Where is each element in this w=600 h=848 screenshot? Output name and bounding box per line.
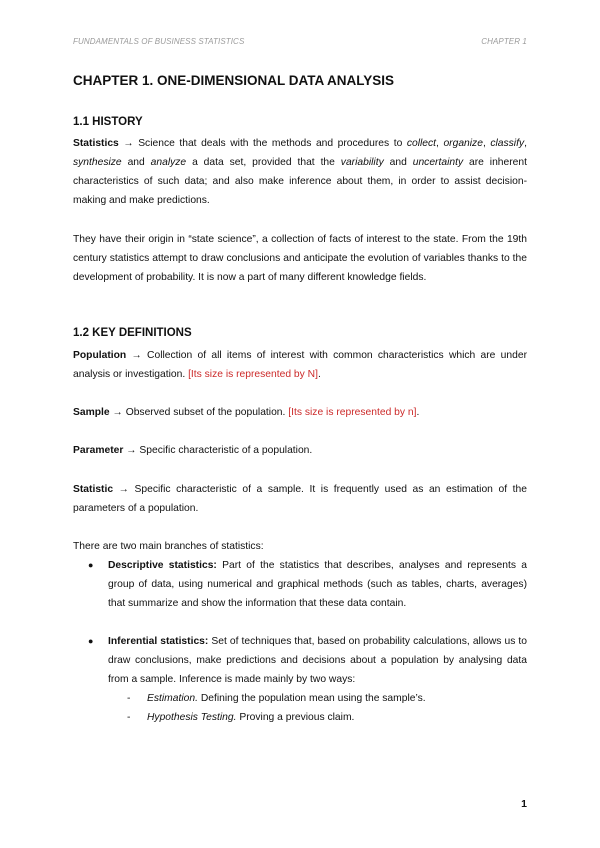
definition-text: and: [127, 157, 145, 168]
statistic-definition: [73, 480, 527, 518]
keyword-analyze: analyze: [150, 157, 187, 168]
bullet-icon: ●: [88, 560, 94, 570]
definition-text: and: [389, 157, 407, 168]
dash-marker: -: [127, 712, 131, 723]
branches-list: [73, 556, 527, 689]
sample-term: Sample: [73, 407, 110, 418]
page-number: 1: [521, 798, 527, 810]
definition-text: Collection of all items of interest with common characteristics which are under analysis or investigation.: [73, 350, 527, 380]
section-title-history: 1.1 HISTORY: [73, 116, 143, 128]
parameter-definition: [73, 441, 527, 460]
list-item: [73, 556, 527, 613]
branches-intro: There are two main branches of statistics:: [73, 541, 264, 552]
dash-marker: -: [127, 693, 131, 704]
branch-term: Inferential statistics:: [108, 636, 209, 647]
keyword-variability: variability: [340, 157, 384, 168]
definition-text: Observed subset of the population.: [125, 407, 286, 418]
arrow: →: [126, 445, 137, 456]
keyword-synthesize: synthesize: [73, 157, 122, 168]
inference-ways-list: [127, 689, 527, 727]
definition-text: Specific characteristic of a population.: [139, 445, 313, 456]
keyword-collect: collect: [406, 138, 437, 149]
header-course-title: FUNDAMENTALS OF BUSINESS STATISTICS: [73, 37, 245, 46]
period: .: [317, 369, 321, 380]
section-title-key-definitions: 1.2 KEY DEFINITIONS: [73, 327, 192, 339]
list-item: [127, 708, 527, 727]
sample-size-note: [Its size is represented by n]: [288, 407, 417, 418]
keyword-uncertainty: uncertainty: [412, 157, 464, 168]
keyword-organize: organize: [443, 138, 483, 149]
branch-text: Set of techniques that, based on probability calculations, allows us to draw conclusions, make predictions and decisions about a population by analysing data from a sample. Inference is made mainly by two ways:: [108, 636, 527, 685]
sample-definition: [73, 403, 527, 422]
arrow: →: [123, 138, 134, 149]
parameter-term: Parameter: [73, 445, 124, 456]
bullet-icon: ●: [88, 636, 94, 646]
definition-text: Specific characteristic of a sample. It is frequently used as an estimation of the parameters of a population.: [73, 484, 527, 514]
definition-text: a data set, provided that the: [192, 157, 335, 168]
statistic-term: Statistic: [73, 484, 114, 495]
definition-text: Science that deals with the methods and procedures to: [138, 138, 403, 149]
list-item: [127, 689, 527, 708]
statistics-definition: Statistics → Science that deals with the methods and procedures to collect, organize, classify, synthesize and analyze a data set, provided that the variability and uncertainty are inherent characteristics of such data; and also make inference about them, in order to assist decision-making and make predictions.: [73, 138, 527, 206]
way-term: Estimation.: [147, 693, 198, 704]
header-chapter-label: CHAPTER 1: [481, 37, 527, 46]
way-text: Defining the population mean using the sample’s.: [200, 693, 426, 704]
branch-term: Descriptive statistics:: [108, 560, 217, 571]
population-size-note: [Its size is represented by N]: [188, 369, 318, 380]
statistics-term: Statistics: [73, 138, 119, 149]
chapter-title: CHAPTER 1. ONE-DIMENSIONAL DATA ANALYSIS: [73, 73, 395, 88]
arrow: →: [112, 407, 123, 418]
period: .: [416, 407, 420, 418]
arrow: →: [131, 350, 142, 361]
list-item: [73, 632, 527, 689]
population-definition: [73, 346, 527, 384]
keyword-classify: classify: [490, 138, 525, 149]
definition-text: are inherent characteristics of such data; and also make inference about them, in order to assist decision-making and make predictions.: [73, 157, 527, 206]
way-term: Hypothesis Testing.: [147, 712, 237, 723]
branch-text: Part of the statistics that describes, analyses and represents a group of data, using numerical and graphical methods (such as tables, charts, averages) that summarize and show the information that these data contain.: [108, 560, 528, 609]
population-term: Population: [73, 350, 127, 361]
arrow: →: [118, 484, 129, 495]
way-text: Proving a previous claim.: [239, 712, 355, 723]
history-paragraph: They have their origin in “state science”, a collection of facts of interest to the state. From the 19th century statistics attempt to draw conclusions and anticipate the evolution of variables thanks to the development of probability. It is now a part of many different knowledge fields.: [73, 234, 527, 283]
